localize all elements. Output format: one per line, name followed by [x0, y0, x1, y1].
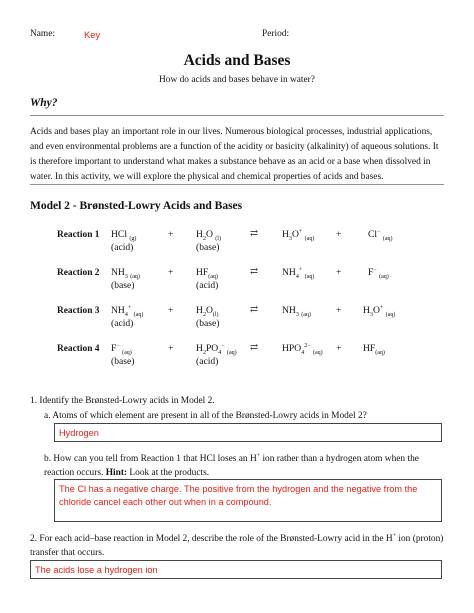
period-label: Period: — [262, 29, 290, 39]
reactant-2: $H_2O_{(l)}$ — [196, 305, 219, 318]
plus-sign: + — [336, 305, 342, 316]
model-heading: Model 2 - Brønsted-Lowry Acids and Bases — [30, 200, 243, 212]
reactant-2-role: (acid) — [196, 280, 219, 291]
plus-sign: + — [336, 343, 342, 354]
product-1: $HPO_4^{2-}$ $_{(aq)}$ — [282, 342, 323, 356]
question-2: 2. For each acid–base reaction in Model 2, describe the role of the Brønsted-Lowry acid in the H+ ion (proton) transfer that occurs. — [30, 532, 444, 558]
reactant-2: $HF_{(aq)}$ — [196, 267, 218, 280]
plus-sign: + — [336, 267, 342, 278]
product-2: F− $_{(aq)}$ — [368, 266, 389, 280]
name-label: Name: — [30, 29, 55, 39]
question-1b: b. How can you tell from Reaction 1 that HCl loses an H+ ion rather than a hydrogen atom when the reaction occurs. Hint: Look at the products. — [44, 452, 419, 478]
reactant-1: $NH_4^+$ $_{(aq)}$ — [111, 304, 144, 318]
product-2: Cl− $_{(aq)}$ — [368, 228, 393, 242]
question-1a: a. Atoms of which element are present in all of the Brønsted-Lowry acids in Model 2? — [44, 411, 367, 421]
answer-box-1b[interactable]: The Cl has a negative charge. The positive from the hydrogen and the negative from the chloride cancel each other out when in a compound. — [54, 479, 442, 522]
reactant-1-role: (acid) — [111, 242, 134, 253]
reactant-2-role: (base) — [196, 242, 220, 253]
plus-sign: + — [336, 229, 342, 240]
plus-sign: + — [168, 305, 174, 316]
answer-box-2[interactable]: The acids lose a hydrogen ion — [30, 560, 442, 579]
reactant-2-role: (base) — [196, 318, 220, 329]
reaction-label: Reaction 1 — [57, 230, 100, 240]
equilibrium-arrow: ⇄ — [250, 266, 259, 277]
divider — [30, 184, 444, 185]
reactant-1-role: (acid) — [111, 318, 134, 329]
reactant-1-role: (base) — [111, 280, 135, 291]
product-1: $H_3O^+$ $_{(aq)}$ — [282, 228, 315, 242]
reaction-label: Reaction 2 — [57, 268, 100, 278]
product-1: $NH_3$ $_{(aq)}$ — [282, 305, 311, 318]
question-1: 1. Identify the Brønsted-Lowry acids in Model 2. — [30, 396, 215, 406]
reactant-1: F− $_{(aq)}$ — [111, 342, 132, 356]
plus-sign: + — [168, 229, 174, 240]
page-subtitle: How do acids and bases behave in water? — [159, 75, 315, 85]
reactant-2: $H_2PO_4^-$ $_{(aq)}$ — [196, 342, 237, 356]
reaction-label: Reaction 4 — [57, 344, 100, 354]
plus-sign: + — [168, 267, 174, 278]
plus-sign: + — [168, 343, 174, 354]
reactant-2: $H_2O$ $_{(l)}$ — [196, 229, 221, 242]
divider — [30, 115, 444, 116]
product-2: $H_3O^+$ $_{(aq)}$ — [363, 304, 396, 318]
reaction-label: Reaction 3 — [57, 306, 100, 316]
name-value: Key — [84, 29, 101, 40]
equilibrium-arrow: ⇄ — [250, 342, 259, 353]
reactant-1: $NH_3$ $_{(aq)}$ — [111, 267, 140, 280]
equilibrium-arrow: ⇄ — [250, 304, 259, 315]
page-title: Acids and Bases — [183, 52, 291, 69]
reactant-1-role: (base) — [111, 356, 135, 367]
answer-box-1a[interactable]: Hydrogen — [54, 423, 442, 442]
reactant-1: HCl $_{(g)}$ — [111, 229, 137, 242]
why-heading: Why? — [30, 97, 58, 109]
product-1: $NH_4^+$ $_{(aq)}$ — [282, 266, 315, 280]
product-2: $HF_{(aq)}$ — [363, 343, 385, 356]
reactant-2-role: (acid) — [196, 356, 219, 367]
why-paragraph: Acids and bases play an important role in our lives. Numerous biological processes, industrial applications, and even environmental problems are a function of the acidity or basicity (alkalinity) of aqueous solutions. It is therefore important to understand what makes a substance behave as an acid or a base when dissolved in water. In this activity, we will explore the physical and chemical properties of acids and bases. — [30, 127, 439, 182]
equilibrium-arrow: ⇄ — [250, 228, 259, 239]
